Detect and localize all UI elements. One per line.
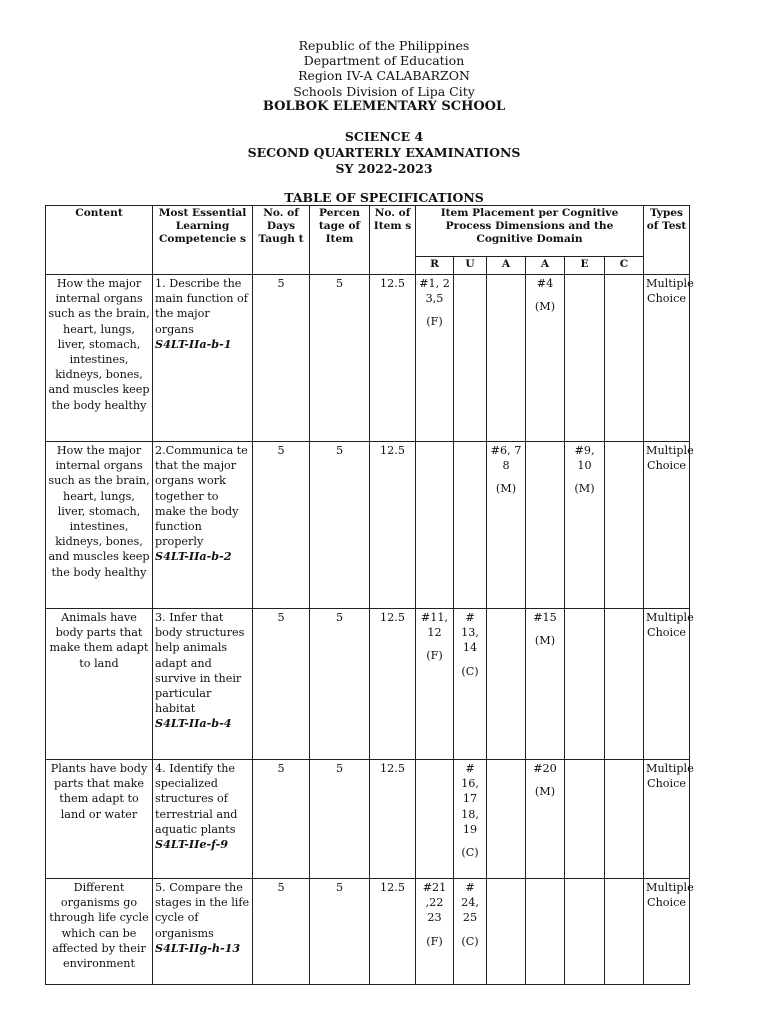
domain-tag: (C) [461,846,479,860]
days-cell: 5 [253,609,310,760]
placement-cell [416,609,454,760]
melc-cell [153,760,253,879]
placement-cell [416,442,454,609]
domain-tag: (C) [461,664,479,678]
test-type-cell: Multiple Choice [644,275,690,442]
header-melc: Most Essential Learning Competencie s [153,206,253,275]
table-title: TABLE OF SPECIFICATIONS [284,190,484,205]
placement-cell [605,442,644,609]
header-item-placement: Item Placement per Cognitive Process Dimensions and the Cognitive Domain [416,206,644,257]
header-cognitive-u: U [454,257,487,275]
item-numbers: # 13, 14 [461,611,479,655]
item-numbers: #20 [533,762,557,775]
item-numbers: # 24, 25 [461,881,479,925]
melc-code: S4LT-IIa-b-4 [155,716,232,731]
item-numbers: #4 [536,277,554,290]
percentage-cell: 5 [310,609,370,760]
items-cell: 12.5 [370,275,416,442]
table-row [46,760,690,879]
melc-text: 4. Identify the specialized structures of terrestrial and aquatic plants [155,762,238,836]
content-cell: How the major internal organs such as the brain, heart, lungs, liver, stomach, intestines, kidneys, bones, and muscles keep the body healthy [46,442,153,609]
header-cognitive-a2: A [526,257,565,275]
content-cell: Plants have body parts that make them adapt to land or water [46,760,153,879]
domain-tag: (F) [426,934,443,948]
table-row [46,275,690,442]
placement-cell [487,879,526,985]
exam-school-year: SY 2022-2023 [335,161,433,176]
melc-cell [153,879,253,985]
days-cell: 5 [253,442,310,609]
region-line: Region IV-A CALABARZON [298,68,470,84]
test-type-cell: Multiple Choice [644,879,690,985]
items-cell: 12.5 [370,609,416,760]
melc-text: 2.Communica te that the major organs work together to make the body function properly [155,444,248,549]
placement-cell [565,442,605,609]
domain-tag: (M) [495,482,517,496]
item-numbers: #15 [533,611,557,624]
placement-cell [487,442,526,609]
placement-cell [416,275,454,442]
table-row [46,879,690,985]
domain-tag: (C) [461,934,479,948]
country-line: Republic of the Philippines [298,38,470,53]
percentage-cell: 5 [310,442,370,609]
school-name: BOLBOK ELEMENTARY SCHOOL [262,98,506,114]
percentage-cell: 5 [310,275,370,442]
placement-cell [605,275,644,442]
placement-cell [605,609,644,760]
domain-tag: (F) [426,649,443,663]
table-row [46,609,690,760]
items-cell: 12.5 [370,442,416,609]
department-line: Department of Education [303,53,465,69]
placement-cell [565,275,605,442]
content-cell: How the major internal organs such as the brain, heart, lungs, liver, stomach, intestines, kidneys, bones, and muscles keep the body healthy [46,275,153,442]
content-cell: Different organisms go through life cycle which can be affected by their environment [46,879,153,985]
days-cell: 5 [253,879,310,985]
placement-cell [454,275,487,442]
header-content: Content [46,206,153,275]
placement-cell [605,760,644,879]
header-cognitive-e: E [565,257,605,275]
melc-text: 1. Describe the main function of the major organs [155,277,248,336]
items-cell: 12.5 [370,879,416,985]
content-cell: Animals have body parts that make them adapt to land [46,609,153,760]
document-header [0,38,768,115]
test-type-cell: Multiple Choice [644,442,690,609]
header-types-of-test: Types of Test [644,206,690,275]
table-row [46,442,690,609]
placement-cell [526,879,565,985]
domain-tag: (M) [534,785,556,799]
header-cognitive-a1: A [487,257,526,275]
melc-text: 3. Infer that body structures help animals adapt and survive in their particular habitat [155,611,245,716]
placement-cell [526,760,565,879]
item-numbers: #9, 10 [574,444,595,473]
melc-code: S4LT-IIe-f-9 [155,837,228,852]
header-percentage: Percen tage of Item [310,206,370,275]
placement-cell [454,442,487,609]
item-numbers: #1, 2 3,5 [419,277,450,306]
placement-cell [487,760,526,879]
exam-name: SECOND QUARTERLY EXAMINATIONS [247,145,521,160]
placement-cell [565,879,605,985]
placement-cell [526,609,565,760]
melc-text: 5. Compare the stages in the life cycle of organisms [155,881,250,940]
header-cognitive-c: C [605,257,644,275]
placement-cell [416,879,454,985]
placement-cell [605,879,644,985]
item-numbers: #11, 12 [420,611,449,640]
melc-cell [153,442,253,609]
melc-cell [153,609,253,760]
test-type-cell: Multiple Choice [644,609,690,760]
placement-cell [454,760,487,879]
placement-cell [565,609,605,760]
item-numbers: #6, 7 8 [490,444,522,473]
placement-cell [487,275,526,442]
item-numbers: #21 ,22 23 [422,881,447,925]
placement-cell [526,275,565,442]
table-body [46,275,694,985]
domain-tag: (M) [574,482,595,496]
percentage-cell: 5 [310,879,370,985]
melc-cell [153,275,253,442]
header-cognitive-r: R [416,257,454,275]
percentage-cell: 5 [310,760,370,879]
exam-subject: SCIENCE 4 [344,129,424,144]
header-days-taught: No. of Days Taugh t [253,206,310,275]
placement-cell [454,879,487,985]
melc-code: S4LT-IIg-h-13 [155,940,241,955]
placement-cell [454,609,487,760]
header-no-of-items: No. of Item s [370,206,416,275]
placement-cell [565,760,605,879]
division-line: Schools Division of Lipa City [293,83,475,99]
melc-code: S4LT-IIa-b-2 [155,549,232,564]
specifications-table [45,205,694,985]
placement-cell [416,760,454,879]
domain-tag: (F) [426,315,443,329]
days-cell: 5 [253,760,310,879]
test-type-cell: Multiple Choice [644,760,690,879]
melc-code: S4LT-IIa-b-1 [155,336,232,351]
placement-cell [526,442,565,609]
domain-tag: (M) [534,300,556,314]
domain-tag: (M) [534,634,556,648]
days-cell: 5 [253,275,310,442]
items-cell: 12.5 [370,760,416,879]
placement-cell [487,609,526,760]
item-numbers: # 16, 17 18, 19 [461,762,479,836]
